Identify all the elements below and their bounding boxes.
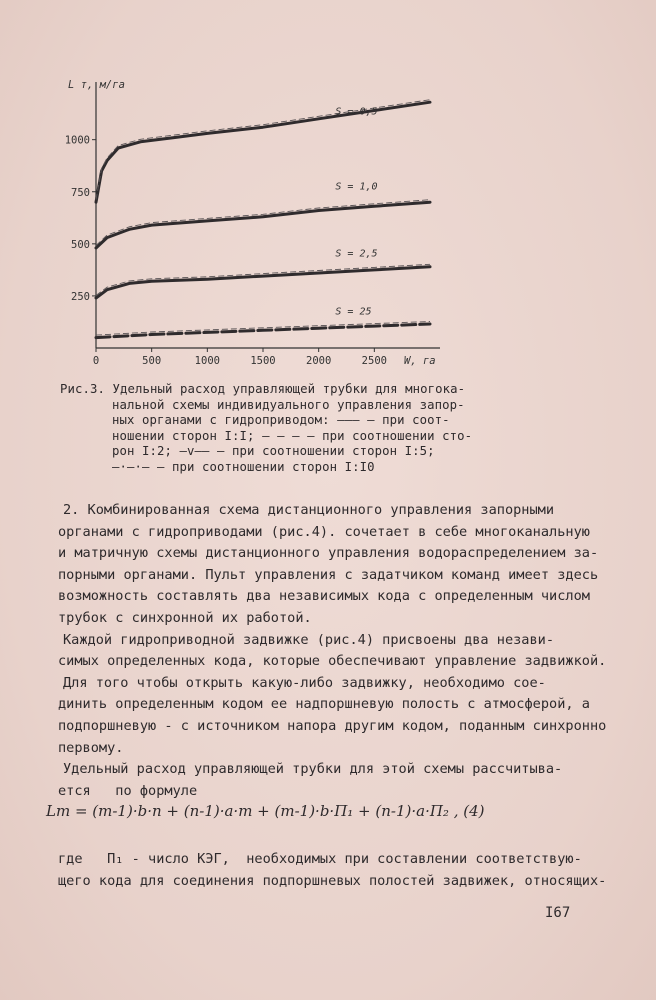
- body-text-continued: [58, 848, 607, 892]
- x-tick-label: 2000: [306, 355, 332, 367]
- series-variant-line-4: [96, 322, 430, 336]
- caption-line: Рис.3. Удельный расход управляющей трубки для многока-: [60, 382, 466, 396]
- figure-3-chart: [40, 70, 460, 370]
- series-line-2: [96, 202, 430, 248]
- y-tick-label: 1000: [64, 134, 90, 147]
- caption-line: нальной схемы индивидуального управления запор-: [112, 397, 465, 412]
- x-tick-label: 500: [142, 355, 162, 367]
- paragraph-line: трубок с синхронной их работой.: [58, 609, 312, 626]
- y-tick-label: 750: [71, 186, 90, 199]
- series-line-3: [96, 267, 430, 298]
- paragraph-line: ется по формуле: [58, 782, 198, 799]
- paragraph-line: динить определенным кодом ее надпоршневую полость с атмосферой, а: [58, 696, 590, 713]
- paragraph-line: подпоршневую - с источником напора другим кодом, поданным синхронно: [58, 717, 607, 734]
- x-tick-label: 1000: [194, 355, 220, 367]
- y-tick-label: 250: [71, 290, 90, 303]
- series-variant-line-1: [96, 100, 430, 200]
- x-tick-label: 1500: [250, 355, 276, 367]
- series-line-1: [96, 102, 430, 202]
- caption-line: ных органами с гидроприводом: ——— – при соот-: [112, 413, 450, 428]
- series-label-3: S = 2,5: [335, 248, 378, 260]
- figure-caption: [60, 382, 530, 476]
- series-label-1: S = 0,5: [335, 106, 378, 118]
- x-tick-label: 0: [92, 355, 100, 367]
- paragraph-line: органами с гидроприводами (рис.4). сочетает в себе многоканальную: [58, 523, 590, 540]
- paragraph-line: и матричную схемы дистанционного управления водораспределением за-: [58, 545, 599, 562]
- paragraph-line: Каждой гидроприводной задвижке (рис.4) присвоены два незави-: [63, 631, 555, 648]
- paragraph-line: щего кода для соединения подпоршневых полостей задвижек, относящих-: [58, 873, 607, 889]
- paragraph-line: где П₁ - число КЭГ, необходимых при составлении соответствую-: [58, 851, 582, 867]
- caption-line: рон I:2; —v—— – при соотношении сторон I:5;: [112, 444, 435, 459]
- x-axis-label: W, га: [404, 355, 436, 367]
- x-tick-label: 2500: [361, 355, 387, 367]
- paragraph-line: порными органами. Пульт управления с задатчиком команд имеет здесь: [58, 566, 599, 583]
- caption-line: —·—·— – при соотношении сторон I:I0: [112, 459, 375, 474]
- paragraph-line: возможность составлять два независимых кода с определенным числом: [58, 588, 590, 605]
- caption-line: ношении сторон I:I; – – – – при соотношении сто-: [112, 428, 473, 443]
- paragraph-line: первому.: [58, 739, 124, 756]
- series-label-4: S = 25: [335, 306, 372, 318]
- paragraph-line: симых определенных кода, которые обеспечивают управление задвижкой.: [58, 653, 607, 670]
- y-axis-label: L т, м/га: [68, 79, 125, 91]
- series-label-2: S = 1,0: [335, 181, 378, 193]
- paragraph-line: Удельный расход управляющей трубки для этой схемы рассчитыва-: [63, 761, 563, 778]
- page-number: I67: [545, 905, 571, 921]
- paragraph-line: 2. Комбинированная схема дистанционного управления запорными: [63, 502, 555, 518]
- chart-svg: [40, 70, 460, 370]
- series-line-4: [96, 324, 430, 338]
- paragraph-line: Для того чтобы открыть какую-либо задвижку, необходимо сое-: [63, 674, 546, 691]
- y-tick-label: 500: [71, 238, 90, 251]
- body-text: [58, 500, 607, 802]
- formula-4: Lт = (m-1)·b·n + (n-1)·a·m + (m-1)·b·П₁ + (n-1)·a·П₂ , (4): [46, 802, 485, 820]
